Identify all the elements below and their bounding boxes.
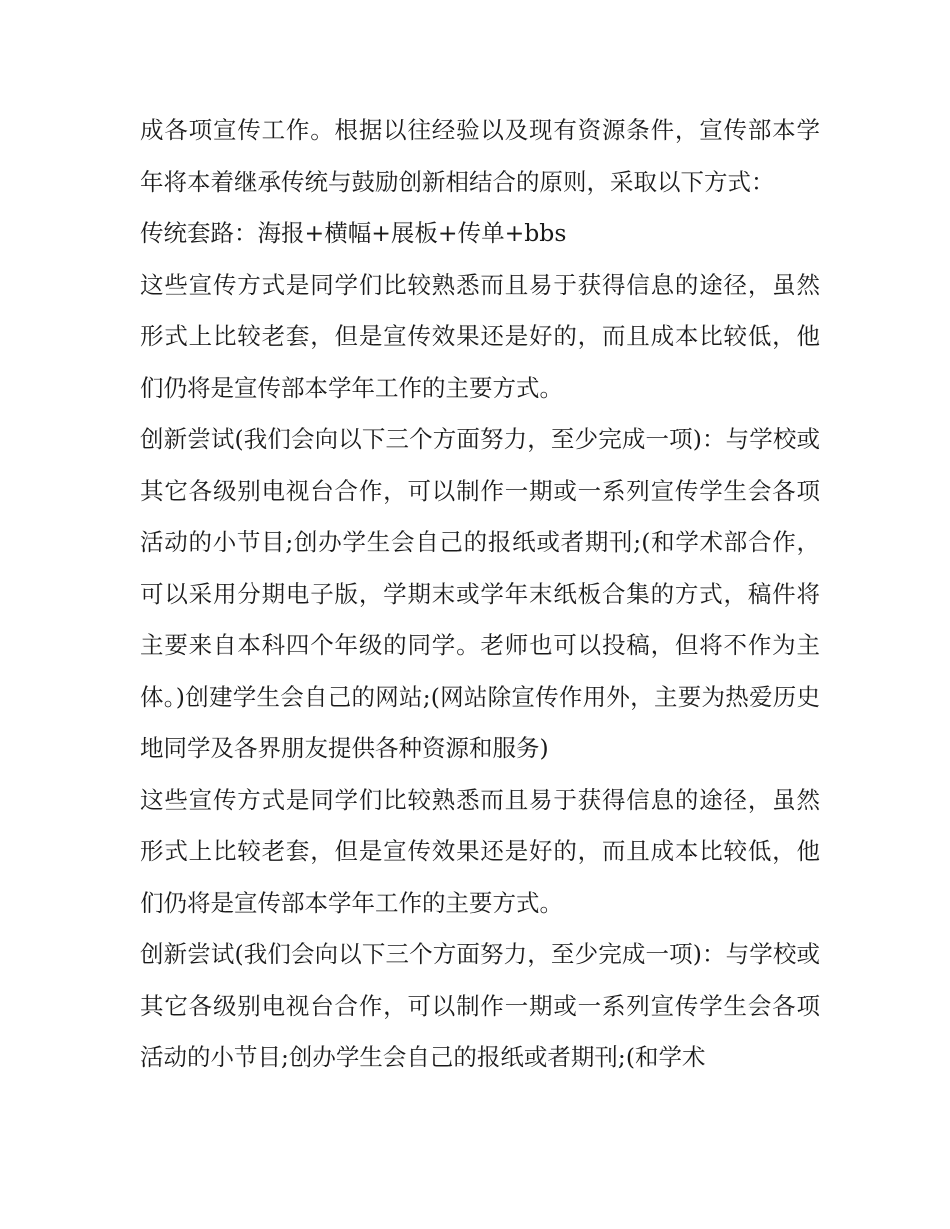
paragraph-innovation-attempts: 创新尝试(我们会向以下三个方面努力，至少完成一项)：与学校或其它各级别电视台合作，可以制作一期或一系列宣传学生会各项活动的小节目;创办学生会自己的报纸或者期刊;(和学术部合作，可以采用分期电子版，学期末或学年末纸板合集的方式，稿件将主要来自本科四个年级的同学。老师也可以投稿，但将不作为主体。)创建学生会自己的网站;(网站除宣传作用外，主要为热爱历史地同学及各界朋友提供各种资源和服务)	[140, 425, 820, 762]
paragraph-traditional-description: 这些宣传方式是同学们比较熟悉而且易于获得信息的途径，虽然形式上比较老套，但是宣传效果还是好的，而且成本比较低，他们仍将是宣传部本学年工作的主要方式。	[140, 270, 820, 402]
document-body	[140, 105, 820, 1084]
paragraph-innovation-attempts-repeat: 创新尝试(我们会向以下三个方面努力，至少完成一项)：与学校或其它各级别电视台合作，可以制作一期或一系列宣传学生会各项活动的小节目;创办学生会自己的报纸或者期刊;(和学术	[140, 940, 820, 1071]
paragraph-traditional-methods: 传统套路：海报+横幅+展板+传单+bbs	[140, 219, 567, 247]
paragraph-traditional-description-repeat: 这些宣传方式是同学们比较熟悉而且易于获得信息的途径，虽然形式上比较老套，但是宣传效果还是好的，而且成本比较低，他们仍将是宣传部本学年工作的主要方式。	[140, 785, 820, 917]
paragraph-continuation: 成各项宣传工作。根据以往经验以及现有资源条件，宣传部本学年将本着继承传统与鼓励创新相结合的原则，采取以下方式：	[140, 116, 820, 196]
